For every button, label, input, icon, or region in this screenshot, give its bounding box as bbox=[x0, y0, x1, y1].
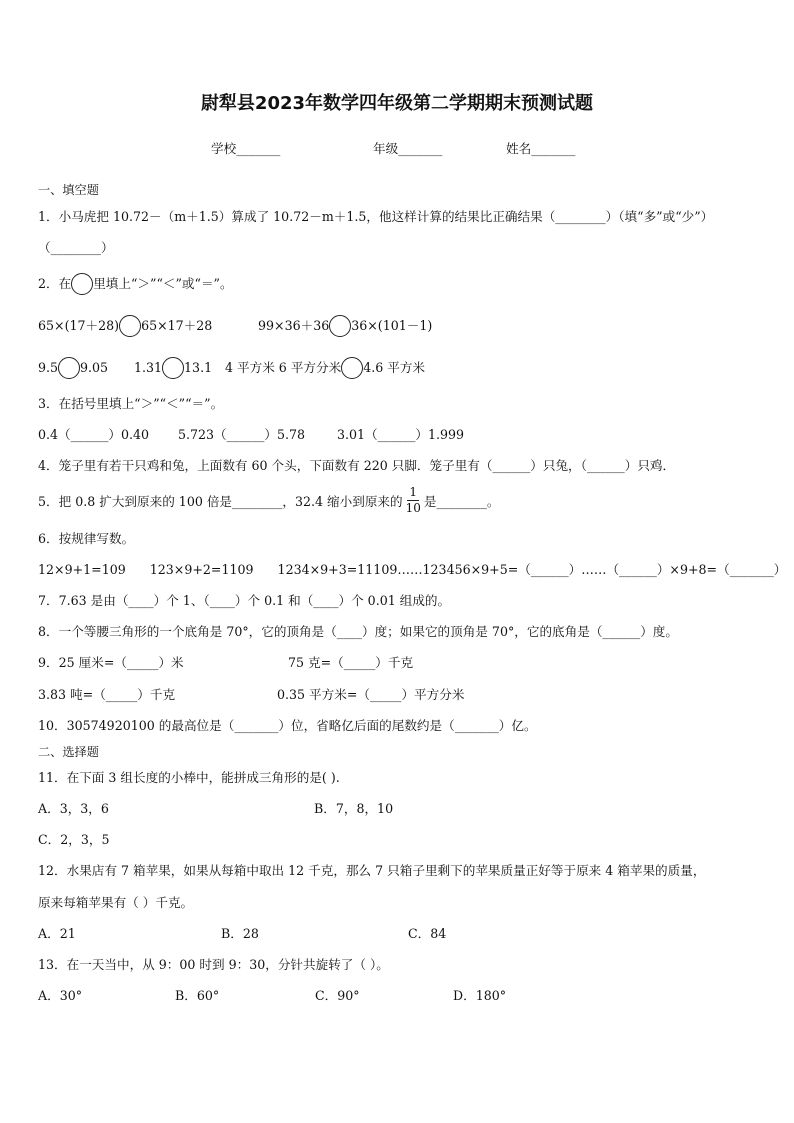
question-6: 6．按规律写数。 bbox=[38, 531, 135, 546]
section-fill-in: 一、填空题 bbox=[38, 183, 99, 197]
question-12-option-a[interactable]: A．21 bbox=[38, 926, 76, 941]
answer-circle[interactable] bbox=[329, 315, 351, 337]
fraction-numerator: 1 bbox=[409, 485, 418, 499]
answer-circle[interactable] bbox=[58, 357, 80, 379]
question-13-option-d[interactable]: D．180° bbox=[453, 988, 507, 1003]
question-11: 11．在下面 3 组长度的小棒中，能拼成三角形的是( ). bbox=[38, 770, 340, 785]
expression: 9.5 bbox=[38, 360, 59, 375]
question-12-option-b[interactable]: B．28 bbox=[221, 926, 259, 941]
question-2-text-a: 2．在 bbox=[38, 276, 72, 291]
expression: 65×(17＋28) bbox=[38, 318, 120, 333]
question-13: 13．在一天当中，从 9：00 时到 9：30，分针共旋转了（ ）。 bbox=[38, 957, 389, 972]
answer-circle[interactable] bbox=[71, 273, 93, 295]
question-2-text-b: 里填上“＞”“＜”或“＝”。 bbox=[93, 276, 233, 291]
answer-circle[interactable] bbox=[341, 357, 363, 379]
expression: 99×36＋36 bbox=[258, 318, 330, 333]
question-6-sequence: 12×9+1=109 123×9+2=1109 1234×9+3=11109……123456×9+5=（______）……（______）×9+8=（_______） bbox=[38, 562, 787, 577]
question-1-line-2: （________） bbox=[38, 240, 114, 255]
answer-circle[interactable] bbox=[119, 315, 141, 337]
question-1-line-1: 1．小马虎把 10.72－（m＋1.5）算成了 10.72－m＋1.5，他这样计算的结果比正确结果（________）（填“多”或“少”） bbox=[38, 209, 714, 224]
answer-circle[interactable] bbox=[162, 357, 184, 379]
question-13-option-b[interactable]: B．60° bbox=[175, 988, 220, 1003]
question-9-b: 75 克=（_____）千克 bbox=[288, 655, 414, 670]
fraction bbox=[405, 485, 422, 516]
question-2 bbox=[38, 276, 233, 292]
question-2-row-2a bbox=[38, 360, 108, 376]
question-11-option-b[interactable]: B．7，8，10 bbox=[314, 801, 394, 816]
grade-field: 年级_______ bbox=[373, 141, 443, 156]
question-13-option-c[interactable]: C．90° bbox=[315, 988, 360, 1003]
question-2-row-2c bbox=[225, 360, 425, 376]
expression: 1.31 bbox=[134, 360, 163, 375]
question-9-a: 9．25 厘米=（_____）米 bbox=[38, 655, 184, 670]
expression: 65×17＋28 bbox=[141, 318, 213, 333]
question-3-item-1: 0.4（______）0.40 bbox=[38, 427, 150, 442]
expression: 36×(101－1) bbox=[351, 318, 433, 333]
expression: 13.1 bbox=[184, 360, 213, 375]
question-11-option-c[interactable]: C．2，3，5 bbox=[38, 832, 110, 847]
question-2-row-1b bbox=[258, 318, 432, 334]
question-8: 8．一个等腰三角形的一个底角是 70°，它的顶角是（____）度；如果它的顶角是 70°，它的底角是（______）度。 bbox=[38, 624, 678, 639]
name-field: 姓名_______ bbox=[506, 141, 576, 156]
question-4: 4．笼子里有若干只鸡和兔，上面数有 60 个头，下面数有 220 只脚．笼子里有（______）只兔，（______）只鸡． bbox=[38, 458, 676, 473]
section-multiple-choice: 二、选择题 bbox=[38, 745, 99, 759]
question-10: 10．30574920100 的最高位是（_______）位，省略亿后面的尾数约是（_______）亿。 bbox=[38, 718, 537, 733]
question-2-row-1a bbox=[38, 318, 212, 334]
question-9-c: 3.83 吨=（_____）千克 bbox=[38, 687, 176, 702]
question-13-option-a[interactable]: A．30° bbox=[38, 988, 83, 1003]
fraction-denominator: 10 bbox=[405, 501, 421, 515]
expression: 9.05 bbox=[80, 360, 109, 375]
expression: 4.6 平方米 bbox=[363, 360, 426, 375]
question-5-text-a: 5．把 0.8 扩大到原来的 100 倍是________，32.4 缩小到原来的 bbox=[38, 494, 403, 509]
question-3-item-3: 3.01（______）1.999 bbox=[337, 427, 465, 442]
question-5-text-b: 是________。 bbox=[423, 494, 500, 509]
question-3-item-2: 5.723（______）5.78 bbox=[178, 427, 306, 442]
question-7: 7．7.63 是由（____）个 1、（____）个 0.1 和（____）个 0.01 组成的。 bbox=[38, 593, 451, 608]
question-11-option-a[interactable]: A．3，3，6 bbox=[38, 801, 109, 816]
question-12-line-1: 12．水果店有 7 箱苹果，如果从每箱中取出 12 千克，那么 7 只箱子里剩下的苹果质量正好等于原来 4 箱苹果的质量， bbox=[38, 863, 706, 878]
question-5 bbox=[38, 485, 500, 515]
question-12-option-c[interactable]: C．84 bbox=[408, 926, 447, 941]
page-title: 尉犁县2023年数学四年级第二学期期末预测试题 bbox=[200, 93, 594, 114]
question-3: 3．在括号里填上“＞”“＜”“＝”。 bbox=[38, 396, 224, 411]
question-9-d: 0.35 平方米=（_____）平方分米 bbox=[277, 687, 465, 702]
expression: 4 平方米 6 平方分米 bbox=[225, 360, 342, 375]
question-2-row-2b bbox=[134, 360, 212, 376]
school-field: 学校_______ bbox=[211, 141, 281, 156]
question-12-line-2: 原来每箱苹果有（ ）千克。 bbox=[38, 895, 194, 910]
